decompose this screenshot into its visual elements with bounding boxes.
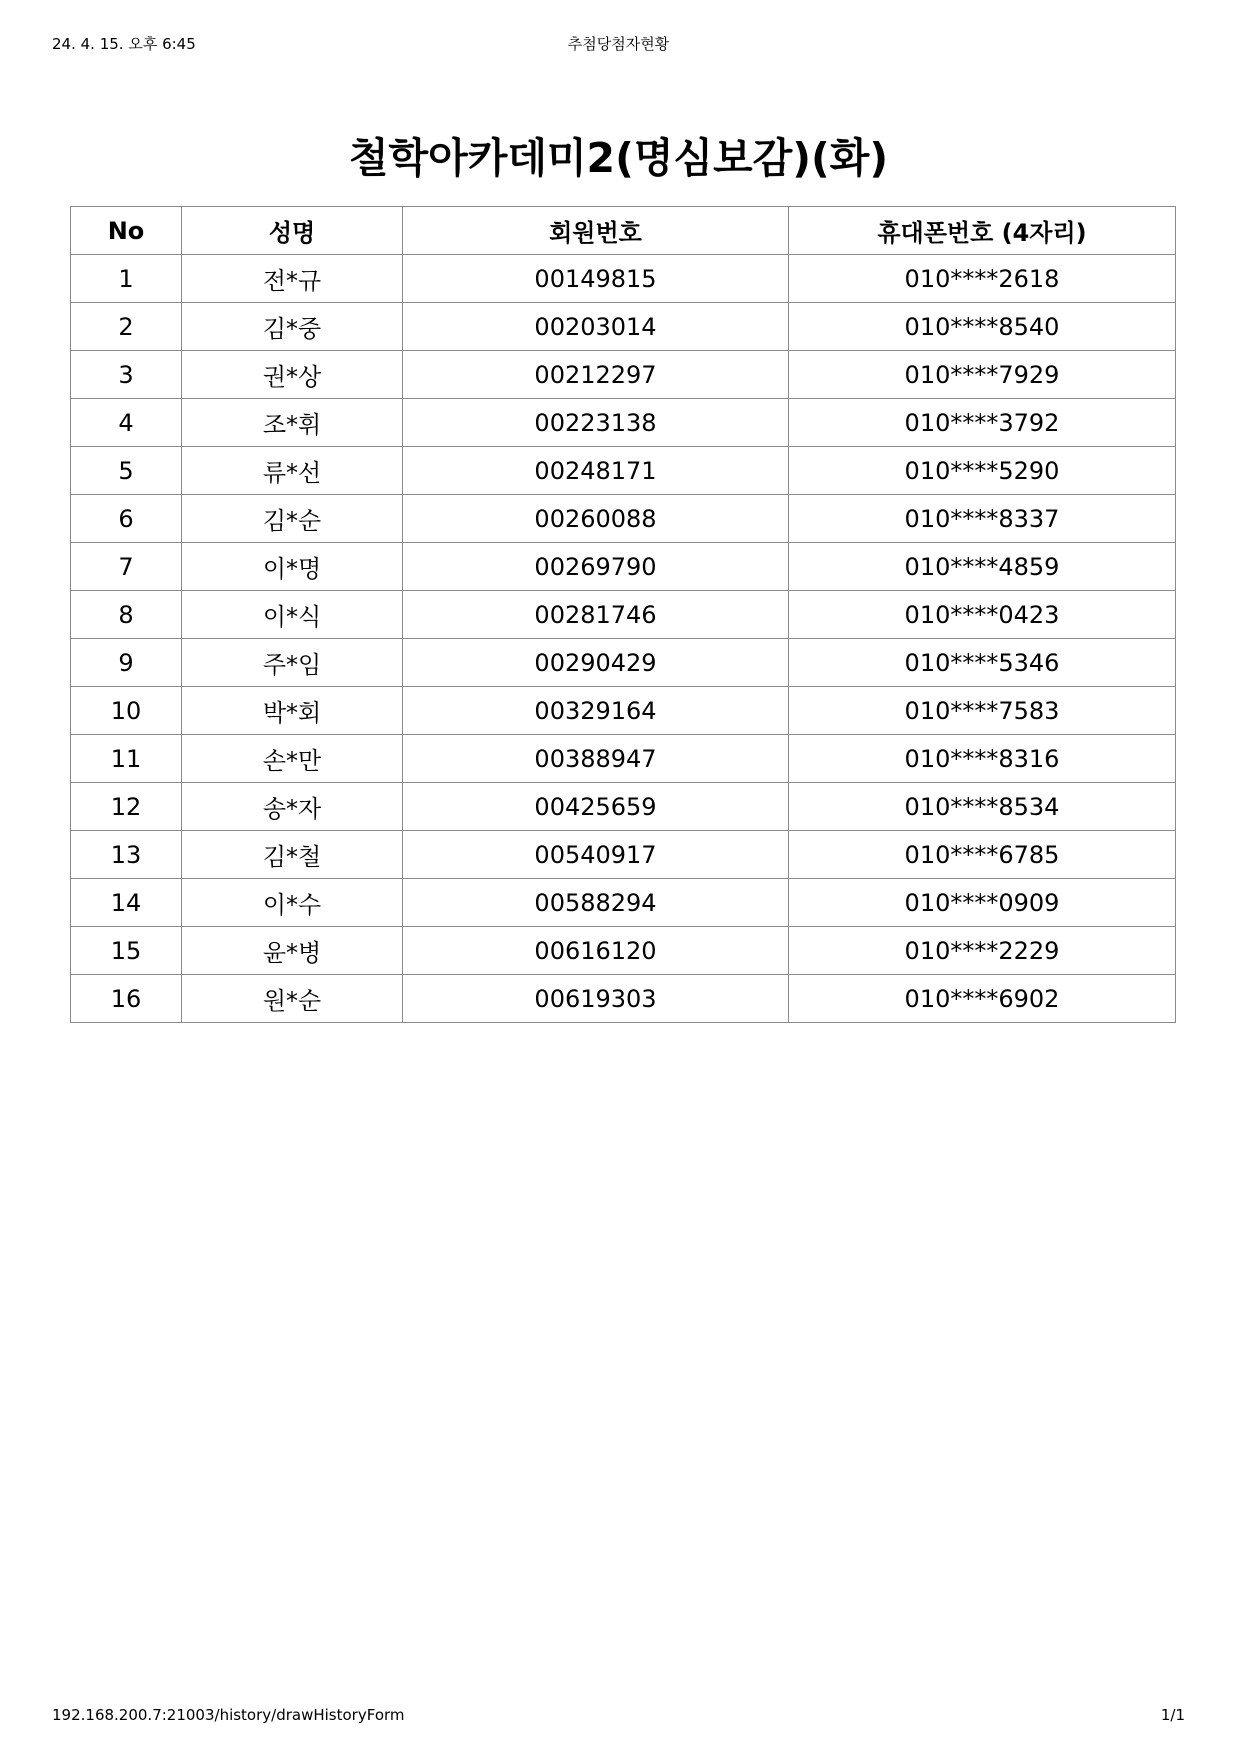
- print-header-page-title: 추첨당첨자현황: [567, 35, 670, 53]
- cell-member-number: 00588294: [403, 879, 789, 927]
- cell-no: 13: [71, 831, 182, 879]
- cell-name: 박*회: [182, 687, 403, 735]
- table-row: [71, 543, 1176, 591]
- table-row: [71, 975, 1176, 1023]
- cell-member-number: 00388947: [403, 735, 789, 783]
- cell-phone: 010****4859: [789, 543, 1176, 591]
- cell-phone: 010****3792: [789, 399, 1176, 447]
- table-row: [71, 687, 1176, 735]
- table-header-row: [71, 207, 1176, 255]
- cell-phone: 010****5346: [789, 639, 1176, 687]
- cell-phone: 010****0909: [789, 879, 1176, 927]
- cell-phone: 010****8337: [789, 495, 1176, 543]
- cell-member-number: 00248171: [403, 447, 789, 495]
- cell-name: 전*규: [182, 255, 403, 303]
- cell-name: 송*자: [182, 783, 403, 831]
- cell-phone: 010****7583: [789, 687, 1176, 735]
- table-row: [71, 303, 1176, 351]
- cell-name: 원*순: [182, 975, 403, 1023]
- cell-name: 윤*병: [182, 927, 403, 975]
- table-row: [71, 399, 1176, 447]
- cell-no: 2: [71, 303, 182, 351]
- cell-no: 5: [71, 447, 182, 495]
- cell-member-number: 00203014: [403, 303, 789, 351]
- table-row: [71, 495, 1176, 543]
- table-row: [71, 351, 1176, 399]
- print-header-datetime: 24. 4. 15. 오후 6:45: [52, 35, 196, 53]
- cell-phone: 010****6902: [789, 975, 1176, 1023]
- cell-name: 류*선: [182, 447, 403, 495]
- cell-member-number: 00290429: [403, 639, 789, 687]
- table-row: [71, 927, 1176, 975]
- cell-member-number: 00616120: [403, 927, 789, 975]
- cell-no: 9: [71, 639, 182, 687]
- cell-name: 김*철: [182, 831, 403, 879]
- cell-member-number: 00619303: [403, 975, 789, 1023]
- table-row: [71, 255, 1176, 303]
- cell-member-number: 00223138: [403, 399, 789, 447]
- table-row: [71, 879, 1176, 927]
- cell-phone: 010****2618: [789, 255, 1176, 303]
- print-footer-page-indicator: 1/1: [1160, 1706, 1185, 1724]
- cell-phone: 010****7929: [789, 351, 1176, 399]
- table-row: [71, 735, 1176, 783]
- print-footer-url: 192.168.200.7:21003/history/drawHistoryForm: [52, 1706, 405, 1724]
- cell-name: 이*식: [182, 591, 403, 639]
- document-title: 철학아카데미2(명심보감)(화): [348, 134, 889, 182]
- column-header-name: 성명: [182, 207, 403, 255]
- table-row: [71, 783, 1176, 831]
- cell-no: 3: [71, 351, 182, 399]
- cell-no: 8: [71, 591, 182, 639]
- cell-name: 권*상: [182, 351, 403, 399]
- cell-member-number: 00281746: [403, 591, 789, 639]
- cell-name: 주*임: [182, 639, 403, 687]
- cell-member-number: 00149815: [403, 255, 789, 303]
- cell-no: 7: [71, 543, 182, 591]
- column-header-no: No: [71, 207, 182, 255]
- cell-phone: 010****5290: [789, 447, 1176, 495]
- table-row: [71, 447, 1176, 495]
- cell-no: 11: [71, 735, 182, 783]
- cell-phone: 010****2229: [789, 927, 1176, 975]
- cell-member-number: 00260088: [403, 495, 789, 543]
- column-header-member-number: 회원번호: [403, 207, 789, 255]
- cell-phone: 010****6785: [789, 831, 1176, 879]
- winners-table: [70, 206, 1176, 1023]
- cell-member-number: 00269790: [403, 543, 789, 591]
- winners-table-body: [71, 255, 1176, 1023]
- cell-no: 10: [71, 687, 182, 735]
- cell-name: 조*휘: [182, 399, 403, 447]
- cell-name: 이*수: [182, 879, 403, 927]
- cell-no: 15: [71, 927, 182, 975]
- cell-no: 1: [71, 255, 182, 303]
- cell-member-number: 00425659: [403, 783, 789, 831]
- cell-member-number: 00329164: [403, 687, 789, 735]
- column-header-phone: 휴대폰번호 (4자리): [789, 207, 1176, 255]
- cell-name: 김*중: [182, 303, 403, 351]
- cell-phone: 010****0423: [789, 591, 1176, 639]
- cell-name: 김*순: [182, 495, 403, 543]
- table-row: [71, 831, 1176, 879]
- table-row: [71, 591, 1176, 639]
- cell-name: 이*명: [182, 543, 403, 591]
- cell-phone: 010****8540: [789, 303, 1176, 351]
- cell-name: 손*만: [182, 735, 403, 783]
- cell-no: 16: [71, 975, 182, 1023]
- cell-no: 6: [71, 495, 182, 543]
- cell-member-number: 00540917: [403, 831, 789, 879]
- cell-member-number: 00212297: [403, 351, 789, 399]
- cell-no: 14: [71, 879, 182, 927]
- table-row: [71, 639, 1176, 687]
- cell-no: 12: [71, 783, 182, 831]
- cell-phone: 010****8316: [789, 735, 1176, 783]
- cell-phone: 010****8534: [789, 783, 1176, 831]
- cell-no: 4: [71, 399, 182, 447]
